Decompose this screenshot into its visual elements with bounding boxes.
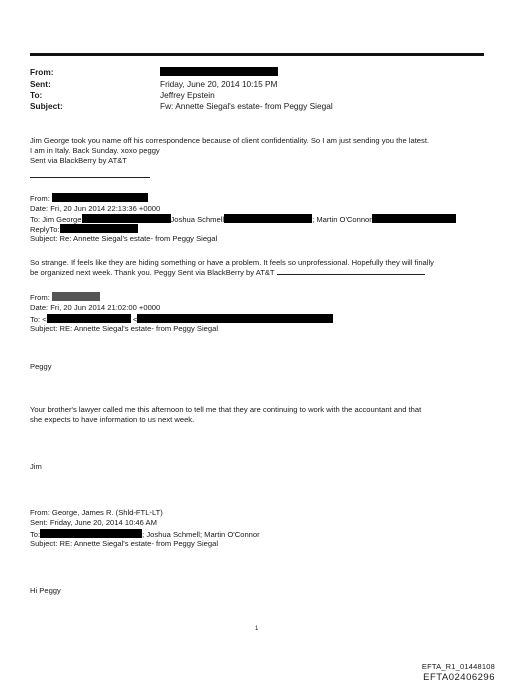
fwd2-body1: Your brother's lawyer called me this afternoon to tell me that they are continuing to work with the accountant and that [30, 405, 422, 414]
page-number: 1 [255, 626, 259, 632]
fwd2-from-redaction [52, 292, 100, 301]
fwd2-to-lt: < [132, 315, 138, 324]
fwd3-from: From: George, James R. (Shld-FTL-LT) [30, 508, 163, 517]
fwd1-replyto-redaction [60, 224, 138, 233]
to-label: To: [30, 90, 43, 100]
fwd1-to-prefix: To: Jim George [30, 215, 82, 224]
bates-number-1: EFTA_R1_01448108 [421, 662, 495, 671]
fwd1-to-redaction-1 [82, 214, 171, 223]
fwd2-signature: Jim [30, 462, 42, 471]
fwd1-subject: Subject: Re: Annette Siegal's estate- from Peggy Siegal [30, 234, 218, 243]
signature-rule [30, 177, 150, 178]
fwd2-to-label: To: < [30, 315, 47, 324]
fwd1-body1: So strange. If feels like they are hiding something or have a problem. It feels so unprofessional. Hopefully they will finally [30, 258, 434, 267]
fwd1-to-redaction-3 [372, 214, 456, 223]
subject-value: Fw: Annette Siegal's estate- from Peggy Siegal [160, 101, 333, 111]
sent-label: Sent: [30, 79, 51, 89]
fwd1-to-redaction-2 [224, 214, 312, 223]
fwd1-from-redaction [52, 193, 148, 202]
fwd1-from [30, 193, 148, 204]
header-top-rule [30, 53, 484, 56]
from-redaction [160, 67, 278, 77]
fwd2-from-label: From: [30, 293, 50, 302]
fwd2-to-redaction-1 [47, 314, 131, 323]
from-label: From: [30, 67, 54, 77]
fwd3-subject: Subject: RE: Annette Siegal's estate- from Peggy Siegal [30, 539, 219, 548]
fwd2-to-redaction-2 [137, 314, 333, 323]
fwd1-body2-rule [277, 268, 425, 275]
fwd1-date: Date: Fri, 20 Jun 2014 22:13:36 +0000 [30, 204, 161, 213]
fwd1-replyto-label: ReplyTo: [30, 225, 60, 234]
fwd3-to-label: To: [30, 530, 41, 539]
sent-value: Friday, June 20, 2014 10:15 PM [160, 79, 278, 89]
fwd2-body2: she expects to have information to us next week. [30, 415, 195, 424]
msg1-line1: Jim George took you name off his correspondence because of client confidentiality. So I am just sending you the latest. [30, 136, 430, 145]
bates-number-2: EFTA02406296 [423, 672, 495, 683]
fwd2-date: Date: Fri, 20 Jun 2014 21:02:00 +0000 [30, 303, 161, 312]
fwd3-sent: Sent: Friday, June 20, 2014 10:46 AM [30, 518, 157, 527]
fwd3-to-rest: ; Joshua Schmell; Martin O'Connor [142, 530, 260, 539]
fwd3-to-redaction [40, 529, 142, 538]
fwd3-greeting: Hi Peggy [30, 586, 61, 595]
fwd2-subject: Subject: RE: Annette Siegal's estate- from Peggy Siegal [30, 324, 219, 333]
to-value: Jeffrey Epstein [160, 90, 215, 100]
fwd2-greeting: Peggy [30, 362, 52, 371]
subject-label: Subject: [30, 101, 63, 111]
fwd2-from [30, 292, 100, 303]
fwd1-body2: be organized next week. Thank you. Peggy Sent via BlackBerry by AT&T [30, 268, 275, 277]
fwd1-to-sep: ; Martin O'Connor [312, 215, 372, 224]
msg1-line2: I am in Italy. Back Sunday. xoxo peggy [30, 146, 160, 155]
msg1-line3: Sent via BlackBerry by AT&T [30, 156, 127, 165]
fwd1-body2-row [30, 268, 425, 278]
fwd1-from-label: From: [30, 194, 50, 203]
fwd1-to-mid: Joshua Schmell [170, 215, 225, 224]
